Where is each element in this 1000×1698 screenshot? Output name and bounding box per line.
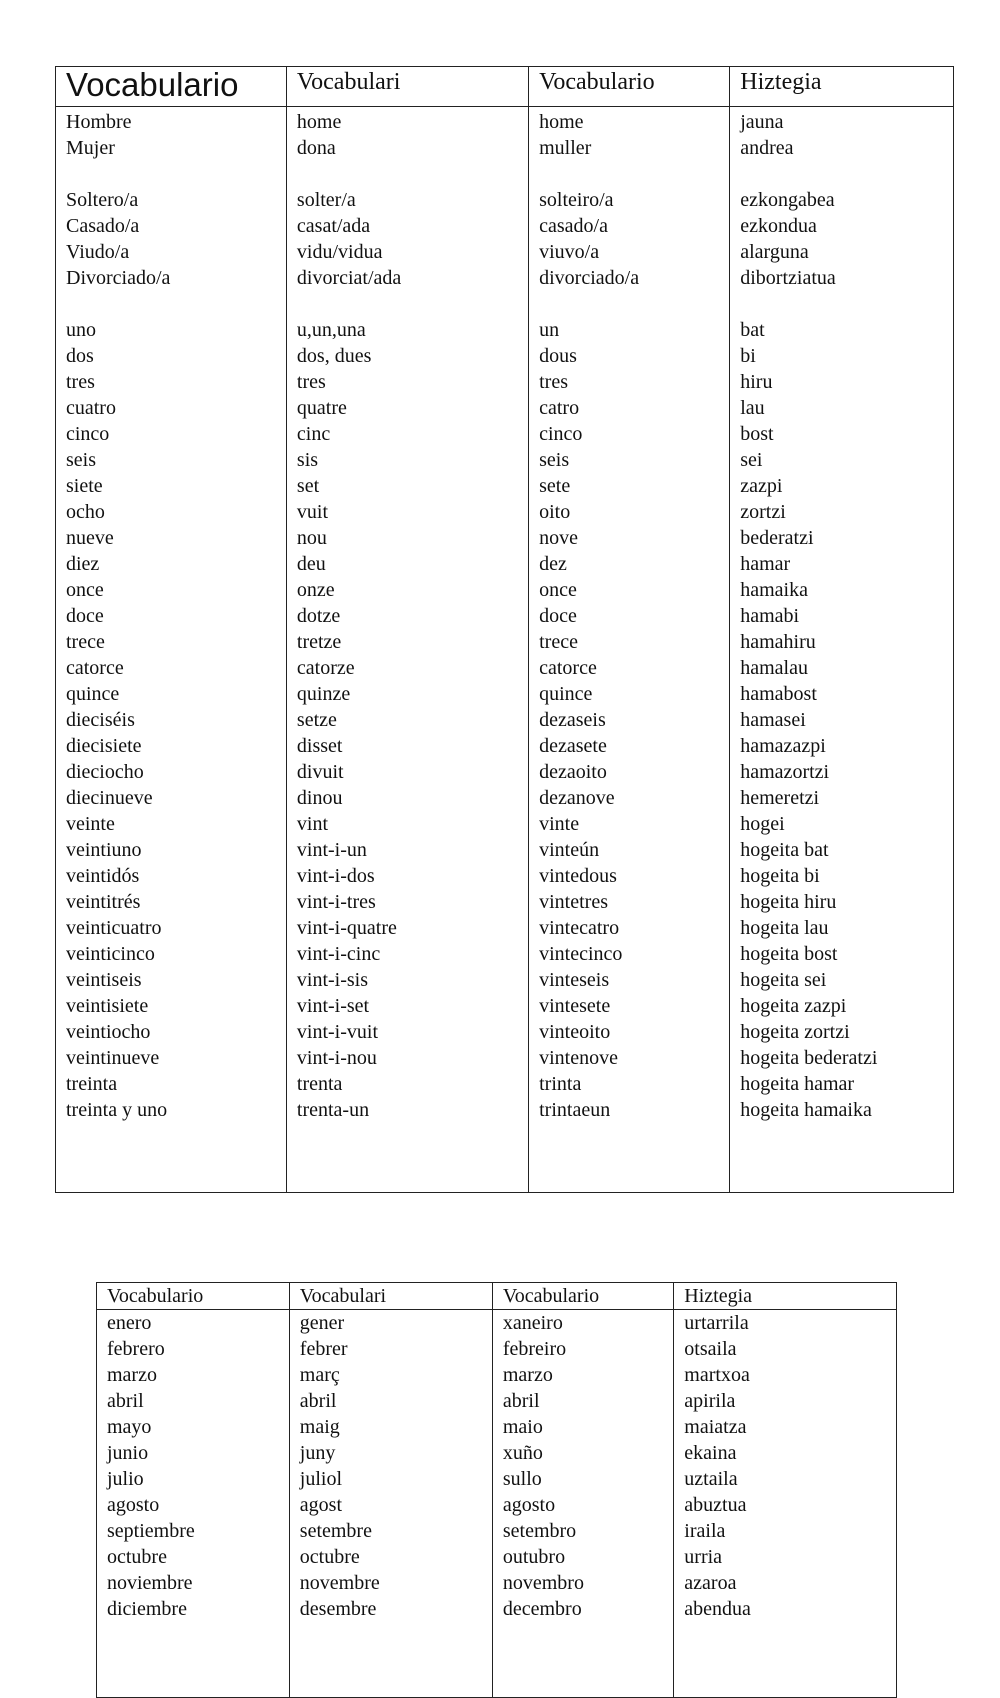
vocab-word: jauna — [740, 111, 784, 133]
vocab-word: junio — [107, 1442, 149, 1464]
vocab-word: hamabost — [740, 683, 817, 705]
vocab-word: hogeita hamaika — [740, 1099, 872, 1121]
vocab-word: dos — [66, 345, 94, 367]
vocab-word: seis — [539, 449, 570, 471]
column-galician — [529, 107, 730, 1193]
vocab-word: març — [299, 1364, 340, 1386]
header-row — [56, 67, 954, 107]
vocab-word: cinco — [539, 423, 583, 445]
vocab-word: solter/a — [296, 189, 356, 211]
vocab-word: trece — [539, 631, 578, 653]
vocab-word: diez — [66, 553, 100, 575]
vocab-word: divuit — [296, 761, 344, 783]
header-basque: Hiztegia — [674, 1283, 897, 1310]
vocab-word: vintetres — [539, 891, 608, 913]
vocab-word: Casado/a — [66, 215, 140, 237]
column-spanish — [56, 107, 287, 1193]
vocab-word: dinou — [296, 787, 343, 809]
vocab-word: vintedous — [539, 865, 617, 887]
vocab-word: vint-i-quatre — [296, 917, 397, 939]
vocab-word: urria — [684, 1546, 723, 1568]
vocab-word: cinco — [66, 423, 110, 445]
vocab-word: ocho — [66, 501, 105, 523]
vocab-word: hogeita zortzi — [740, 1021, 850, 1043]
vocab-word: hamaika — [740, 579, 808, 601]
vocab-word: sis — [296, 449, 319, 471]
vocab-word: noviembre — [107, 1572, 193, 1594]
header-basque: Hiztegia — [730, 67, 954, 107]
vocab-word: dibortziatua — [740, 267, 836, 289]
vocab-word: Soltero/a — [66, 189, 139, 211]
vocab-word: vint-i-nou — [296, 1047, 377, 1069]
vocab-word: disset — [296, 735, 343, 757]
vocab-word: hogeita bederatzi — [740, 1047, 878, 1069]
vocab-word: setembre — [299, 1520, 372, 1542]
vocab-word: vint-i-un — [296, 839, 367, 861]
vocab-word: ezkondua — [740, 215, 817, 237]
vocab-word: agost — [299, 1494, 342, 1516]
vocab-word: bat — [740, 319, 765, 341]
vocab-word: deu — [296, 553, 326, 575]
vocab-word: tretze — [296, 631, 342, 653]
vocab-word: sei — [740, 449, 763, 471]
column-spanish — [97, 1310, 290, 1698]
vocab-word: diecisiete — [66, 735, 142, 757]
vocab-word: bederatzi — [740, 527, 814, 549]
vocab-word: veintiocho — [66, 1021, 151, 1043]
vocab-word: hiru — [740, 371, 773, 393]
vocab-word: decembro — [502, 1598, 582, 1620]
header-spanish: Vocabulario — [56, 67, 287, 107]
vocab-word: catorce — [539, 657, 597, 679]
vocab-word: doce — [539, 605, 577, 627]
vocab-word: trenta-un — [296, 1099, 370, 1121]
vocab-word: abril — [107, 1390, 144, 1412]
vocab-word: novembro — [502, 1572, 584, 1594]
vocab-word: setembro — [502, 1520, 577, 1542]
vocab-word: iraila — [684, 1520, 726, 1542]
vocab-word: dous — [539, 345, 577, 367]
vocab-word: dotze — [296, 605, 341, 627]
vocab-word: dez — [539, 553, 567, 575]
vocab-word: abendua — [684, 1598, 751, 1620]
vocab-word: vintesete — [539, 995, 611, 1017]
vocab-word: veintitrés — [66, 891, 141, 913]
vocab-word: veintisiete — [66, 995, 149, 1017]
vocab-word: dos, dues — [296, 345, 372, 367]
vocab-word: casado/a — [539, 215, 608, 237]
vocab-word: nueve — [66, 527, 114, 549]
vocab-word: urtarrila — [684, 1312, 749, 1334]
vocab-word: marzo — [107, 1364, 157, 1386]
vocab-word: Divorciado/a — [66, 267, 171, 289]
vocab-word: once — [539, 579, 577, 601]
vocab-word: un — [539, 319, 560, 341]
header-catalan: Vocabulari — [286, 67, 528, 107]
vocab-word: veinticinco — [66, 943, 155, 965]
vocab-word: uno — [66, 319, 96, 341]
vocab-word: hamazortzi — [740, 761, 830, 783]
vocab-word: tres — [296, 371, 326, 393]
vocab-word: hemeretzi — [740, 787, 820, 809]
vocab-word: dieciséis — [66, 709, 135, 731]
column-catalan — [289, 1310, 492, 1698]
vocab-word: diecinueve — [66, 787, 153, 809]
vocab-word: vuit — [296, 501, 329, 523]
vocab-word: veinticuatro — [66, 917, 162, 939]
vocab-word: trinta — [539, 1073, 582, 1095]
vocab-word: vint-i-cinc — [296, 943, 381, 965]
vocab-word: u,un,una — [296, 319, 366, 341]
vocab-word: dieciocho — [66, 761, 144, 783]
vocab-word: outubro — [502, 1546, 566, 1568]
vocab-word: hogeita hamar — [740, 1073, 855, 1095]
vocab-word: dezaoito — [539, 761, 607, 783]
vocab-word: tres — [66, 371, 95, 393]
column-basque — [730, 107, 954, 1193]
vocab-word: vint-i-sis — [296, 969, 369, 991]
vocab-word: juny — [299, 1442, 336, 1464]
vocab-word: vinte — [539, 813, 580, 835]
vocab-word: azaroa — [684, 1572, 737, 1594]
vocab-word: hogeita lau — [740, 917, 829, 939]
vocab-word: vintecinco — [539, 943, 623, 965]
vocab-word: divorciat/ada — [296, 267, 402, 289]
vocab-word: hogeita bi — [740, 865, 820, 887]
vocab-word: zortzi — [740, 501, 786, 523]
vocab-word: onze — [296, 579, 335, 601]
vocab-word: once — [66, 579, 104, 601]
vocab-word: hamalau — [740, 657, 808, 679]
vocab-word — [740, 291, 953, 317]
vocab-word: veintinueve — [66, 1047, 160, 1069]
vocab-word — [740, 161, 953, 187]
vocab-word: catorze — [296, 657, 355, 679]
vocab-word: home — [539, 111, 584, 133]
vocab-word: otsaila — [684, 1338, 737, 1360]
vocab-word: veintidós — [66, 865, 140, 887]
vocab-word: hogeita hiru — [740, 891, 837, 913]
vocab-word: octubre — [107, 1546, 167, 1568]
vocab-word: febrer — [299, 1338, 348, 1360]
vocab-word: desembre — [299, 1598, 377, 1620]
vocab-word: agosto — [502, 1494, 556, 1516]
header-spanish: Vocabulario — [97, 1283, 290, 1310]
vocab-word: set — [296, 475, 320, 497]
vocab-word: diciembre — [107, 1598, 187, 1620]
vocab-word: treinta y uno — [66, 1099, 168, 1121]
vocab-word: alarguna — [740, 241, 809, 263]
vocab-word: febrero — [107, 1338, 165, 1360]
vocab-word: catorce — [66, 657, 124, 679]
vocab-word — [539, 161, 729, 187]
header-galician: Vocabulario — [492, 1283, 673, 1310]
vocab-word: maio — [502, 1416, 543, 1438]
vocab-word: setze — [296, 709, 337, 731]
vocab-word: dezaseis — [539, 709, 606, 731]
column-basque — [674, 1310, 897, 1698]
vocab-word: tres — [539, 371, 568, 393]
vocab-word: doce — [66, 605, 104, 627]
vocab-word: bi — [740, 345, 756, 367]
vocab-word: seis — [66, 449, 96, 471]
vocab-word: vintecatro — [539, 917, 620, 939]
vocab-word: quinze — [296, 683, 351, 705]
vocab-word: nove — [539, 527, 578, 549]
vocab-word: hamabi — [740, 605, 800, 627]
vocab-word: dezanove — [539, 787, 615, 809]
vocab-word: catro — [539, 397, 580, 419]
column-galician — [492, 1310, 673, 1698]
vocab-word: ezkongabea — [740, 189, 835, 211]
vocab-word: uztaila — [684, 1468, 738, 1490]
vocab-word: divorciado/a — [539, 267, 640, 289]
vocab-word: dezasete — [539, 735, 607, 757]
vocab-word: enero — [107, 1312, 152, 1334]
vocab-word: julio — [107, 1468, 144, 1490]
vocab-word: solteiro/a — [539, 189, 614, 211]
header-row — [97, 1283, 897, 1310]
vocab-word: apirila — [684, 1390, 736, 1412]
vocab-word: veintiuno — [66, 839, 142, 861]
vocab-word: Hombre — [66, 111, 132, 133]
vocab-word: nou — [296, 527, 327, 549]
vocab-word: casat/ada — [296, 215, 371, 237]
vocab-word: gener — [299, 1312, 345, 1334]
vocab-word: cinc — [296, 423, 331, 445]
vocab-word: abril — [502, 1390, 540, 1412]
vocab-word: andrea — [740, 137, 794, 159]
vocab-word: xuño — [502, 1442, 543, 1464]
vocab-word: trintaeun — [539, 1099, 611, 1121]
vocab-word: lau — [740, 397, 765, 419]
vocabulary-table-months — [96, 1282, 897, 1698]
vocab-word: hogeita zazpi — [740, 995, 847, 1017]
vocab-word: cuatro — [66, 397, 116, 419]
vocab-word: vint-i-set — [296, 995, 370, 1017]
vocab-word — [297, 291, 528, 317]
vocab-word: martxoa — [684, 1364, 750, 1386]
vocab-word: viuvo/a — [539, 241, 600, 263]
vocab-word: novembre — [299, 1572, 380, 1594]
vocab-word: trenta — [296, 1073, 343, 1095]
vocab-word: Mujer — [66, 137, 115, 159]
column-catalan — [286, 107, 528, 1193]
vocab-word: hamar — [740, 553, 791, 575]
vocab-word: Viudo/a — [66, 241, 130, 263]
vocabulary-table-numbers — [55, 66, 954, 1193]
vocab-word: hogei — [740, 813, 785, 835]
vocab-word: hamahiru — [740, 631, 816, 653]
header-galician: Vocabulario — [529, 67, 730, 107]
vocab-word — [66, 291, 286, 317]
vocab-word: home — [296, 111, 342, 133]
vocab-word: hogeita bost — [740, 943, 838, 965]
vocab-word: vint — [296, 813, 329, 835]
vocab-word: vinteún — [539, 839, 600, 861]
vocab-word: muller — [539, 137, 592, 159]
vocab-word: zazpi — [740, 475, 783, 497]
vocab-word: quince — [66, 683, 120, 705]
vocab-word: oito — [539, 501, 571, 523]
header-catalan: Vocabulari — [289, 1283, 492, 1310]
vocab-word: hogeita sei — [740, 969, 827, 991]
vocab-word: ekaina — [684, 1442, 737, 1464]
vocab-word: quince — [539, 683, 593, 705]
vocab-word — [66, 161, 286, 187]
vocab-word: veinte — [66, 813, 115, 835]
vocab-word: vinteseis — [539, 969, 610, 991]
vocab-word: maiatza — [684, 1416, 747, 1438]
vocab-word: xaneiro — [502, 1312, 563, 1334]
vocab-word: siete — [66, 475, 103, 497]
body-row — [97, 1310, 897, 1698]
vocab-word — [297, 161, 528, 187]
vocab-word: agosto — [107, 1494, 160, 1516]
vocab-word: treinta — [66, 1073, 118, 1095]
vocab-word: vinteoito — [539, 1021, 611, 1043]
vocab-word: hogeita bat — [740, 839, 829, 861]
vocab-word: quatre — [296, 397, 347, 419]
vocab-word: mayo — [107, 1416, 152, 1438]
vocab-word: abuztua — [684, 1494, 747, 1516]
vocab-word: marzo — [502, 1364, 553, 1386]
vocab-word: vintenove — [539, 1047, 618, 1069]
vocab-word: octubre — [299, 1546, 360, 1568]
vocab-word: vidu/vidua — [296, 241, 383, 263]
vocab-word: hamazazpi — [740, 735, 826, 757]
vocab-word: sullo — [502, 1468, 542, 1490]
vocab-word: juliol — [299, 1468, 343, 1490]
vocab-word: veintiseis — [66, 969, 142, 991]
vocab-word: bost — [740, 423, 774, 445]
vocab-word: septiembre — [107, 1520, 195, 1542]
vocab-word: hamasei — [740, 709, 806, 731]
vocab-word: abril — [299, 1390, 337, 1412]
vocab-word: trece — [66, 631, 105, 653]
vocab-word: sete — [539, 475, 571, 497]
body-row — [56, 107, 954, 1193]
vocab-word — [539, 291, 729, 317]
vocab-word: vint-i-vuit — [296, 1021, 379, 1043]
vocab-word: febreiro — [502, 1338, 567, 1360]
vocab-word: vint-i-tres — [296, 891, 376, 913]
vocab-word: vint-i-dos — [296, 865, 375, 887]
vocab-word: maig — [299, 1416, 340, 1438]
vocab-word: dona — [296, 137, 336, 159]
